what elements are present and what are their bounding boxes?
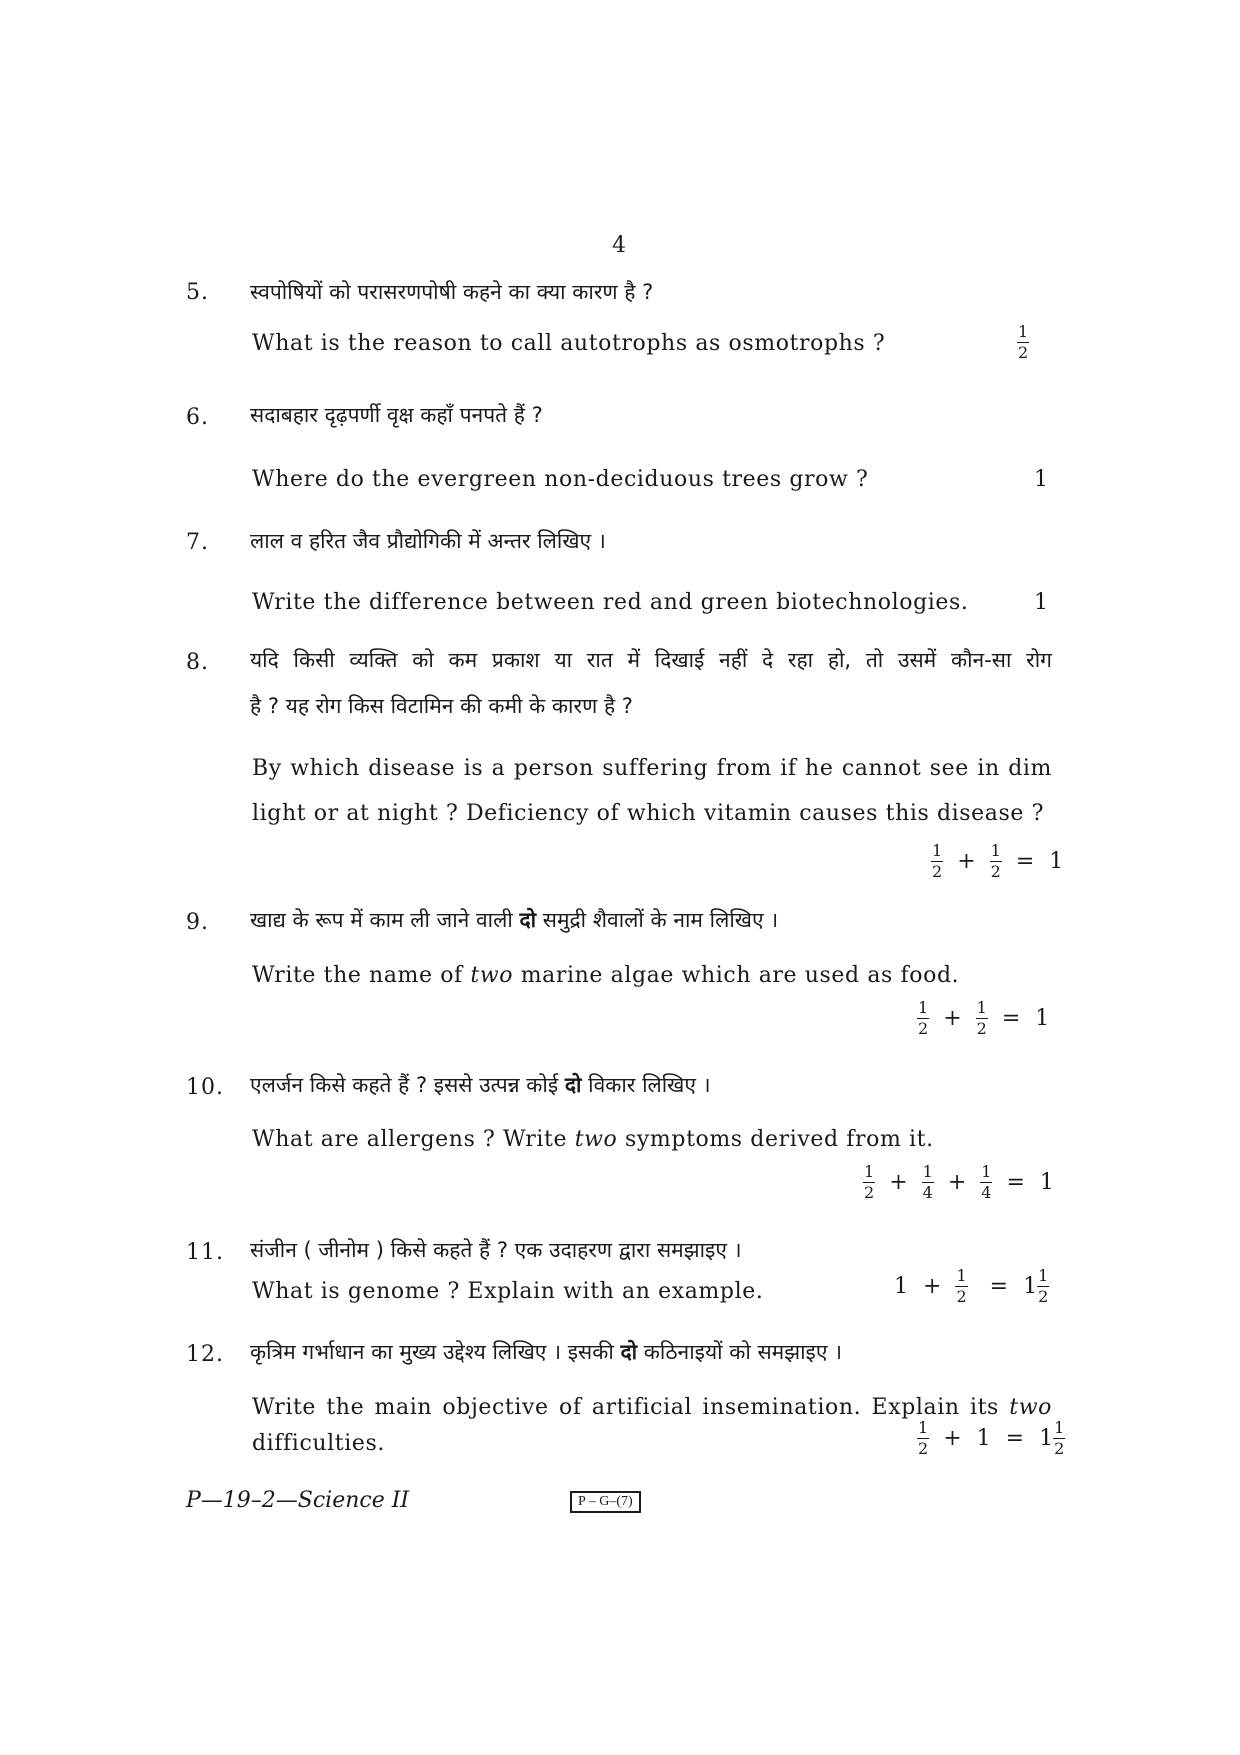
marks-whole: 1 (894, 1274, 908, 1299)
emphasis-word: two (574, 1127, 618, 1152)
plus-sign: + (889, 1170, 908, 1195)
fraction-denominator: 2 (918, 1439, 929, 1458)
text-segment: विकार लिखिए । (588, 1073, 711, 1097)
fraction-numerator: 1 (1054, 1418, 1065, 1437)
equals-sign: = (1001, 1006, 1021, 1031)
marks-total: 1 (1035, 1006, 1050, 1031)
emphasis-word: दो (620, 1340, 638, 1364)
fraction-numerator: 1 (932, 841, 943, 860)
fraction-numerator: 1 (990, 841, 1001, 860)
footer-paper-code: P—19–2—Science II (186, 1488, 410, 1513)
fraction-numerator: 1 (956, 1266, 967, 1285)
question-hindi (250, 906, 778, 934)
text-segment: खाद्य के रूप में काम ली जाने वाली (250, 908, 513, 932)
question-number: 8. (186, 650, 209, 675)
question-hindi (250, 1071, 711, 1099)
footer-set-code: P – G–(7) (570, 1491, 641, 1513)
text-segment: समुद्री शैवालों के नाम लिखिए । (542, 908, 779, 932)
question-hindi: सदाबहार दृढ़पर्णी वृक्ष कहाँ पनपते हैं ? (250, 403, 543, 427)
question-english-line-2: light or at night ? Deficiency of which vitamin causes this disease ? (252, 801, 1045, 826)
fraction-numerator: 1 (1018, 322, 1029, 341)
emphasis-word: two (470, 963, 514, 988)
fraction-numerator: 1 (918, 998, 929, 1017)
question-english: Where do the evergreen non-deciduous trees grow ? (252, 467, 869, 492)
equals-sign: = (1006, 1170, 1025, 1195)
question-marks: 1 (1034, 467, 1048, 492)
text-segment: Write the main objective of artificial insemination. Explain its (252, 1395, 999, 1420)
plus-sign: + (957, 849, 976, 874)
text-segment: Write the name of (252, 963, 463, 988)
question-marks (914, 1000, 1053, 1037)
fraction-denominator: 2 (918, 1019, 929, 1038)
question-marks (914, 1420, 1068, 1457)
equals-sign: = (1015, 849, 1035, 874)
plus-sign: + (943, 1426, 962, 1451)
fraction-denominator: 2 (976, 1019, 987, 1038)
emphasis-word: दो (564, 1073, 582, 1097)
marks-total: 1 (1023, 1274, 1038, 1299)
fraction-numerator: 1 (981, 1162, 992, 1181)
fraction-denominator: 2 (956, 1287, 967, 1306)
fraction-denominator: 4 (981, 1183, 992, 1202)
question-number: 7. (186, 530, 209, 555)
fraction-numerator: 1 (1038, 1266, 1049, 1285)
question-marks (928, 843, 1067, 880)
equals-sign: = (989, 1274, 1009, 1299)
question-english-line-1 (252, 1395, 1052, 1420)
question-english (252, 963, 959, 988)
question-marks: 1 (1034, 590, 1048, 615)
text-segment: कृत्रिम गर्भाधान का मुख्य उद्देश्य लिखिए । इसकी (250, 1340, 614, 1364)
question-marks (890, 1268, 1052, 1305)
marks-total: 1 (1049, 849, 1064, 874)
question-english: Write the difference between red and green biotechnologies. (252, 590, 969, 615)
fraction-denominator: 2 (1038, 1287, 1049, 1306)
fraction-denominator: 2 (1054, 1439, 1065, 1458)
equals-sign: = (1005, 1426, 1025, 1451)
question-marks (1014, 324, 1032, 361)
question-english (252, 1127, 934, 1152)
plus-sign: + (923, 1274, 942, 1299)
text-segment: कठिनाइयों को समझाइए । (643, 1340, 843, 1364)
fraction-numerator: 1 (922, 1162, 933, 1181)
question-number: 12. (186, 1342, 224, 1367)
plus-sign: + (947, 1170, 967, 1195)
text-segment: marine algae which are used as food. (520, 963, 960, 988)
page-number: 4 (612, 233, 627, 258)
emphasis-word: two (1009, 1395, 1053, 1420)
question-number: 11. (186, 1240, 224, 1265)
question-hindi: स्वपोषियों को परासरणपोषी कहने का क्या कारण है ? (250, 280, 654, 304)
plus-sign: + (943, 1006, 962, 1031)
marks-whole: 1 (976, 1426, 991, 1451)
question-hindi: संजीन ( जीनोम ) किसे कहते हैं ? एक उदाहरण द्वारा समझाइए । (250, 1238, 742, 1262)
question-english: What is the reason to call autotrophs as osmotrophs ? (252, 331, 886, 356)
marks-total: 1 (1039, 1170, 1054, 1195)
fraction-numerator: 1 (976, 998, 987, 1017)
question-english-line-1: By which disease is a person suffering from if he cannot see in dim (252, 756, 1052, 781)
question-hindi (250, 1338, 842, 1366)
fraction-denominator: 2 (1018, 343, 1029, 362)
question-english: What is genome ? Explain with an example. (252, 1279, 764, 1304)
marks-total: 1 (1039, 1426, 1054, 1451)
text-segment: एलर्जन किसे कहते हैं ? इससे उत्पन्न कोई (250, 1073, 559, 1097)
question-number: 10. (186, 1075, 224, 1100)
question-hindi-line-1: यदि किसी व्यक्ति को कम प्रकाश या रात में दिखाई नहीं दे रहा हो, तो उसमें कौन-सा रोग (250, 648, 1052, 672)
fraction-denominator: 2 (990, 862, 1001, 881)
fraction-numerator: 1 (918, 1418, 929, 1437)
text-segment: symptoms derived from it. (625, 1127, 934, 1152)
question-english-line-2: difficulties. (252, 1431, 385, 1456)
question-number: 5. (186, 280, 209, 305)
fraction-denominator: 2 (864, 1183, 875, 1202)
fraction-numerator: 1 (864, 1162, 875, 1181)
text-segment: What are allergens ? Write (252, 1127, 568, 1152)
question-hindi: लाल व हरित जैव प्रौद्योगिकी में अन्तर लिखिए । (250, 529, 606, 553)
emphasis-word: दो (519, 908, 537, 932)
question-number: 6. (186, 405, 209, 430)
fraction-denominator: 2 (932, 862, 943, 881)
question-marks (860, 1164, 1058, 1201)
question-hindi-line-2: है ? यह रोग किस विटामिन की कमी के कारण है ? (250, 694, 633, 718)
fraction-denominator: 4 (922, 1183, 933, 1202)
question-number: 9. (186, 910, 209, 935)
